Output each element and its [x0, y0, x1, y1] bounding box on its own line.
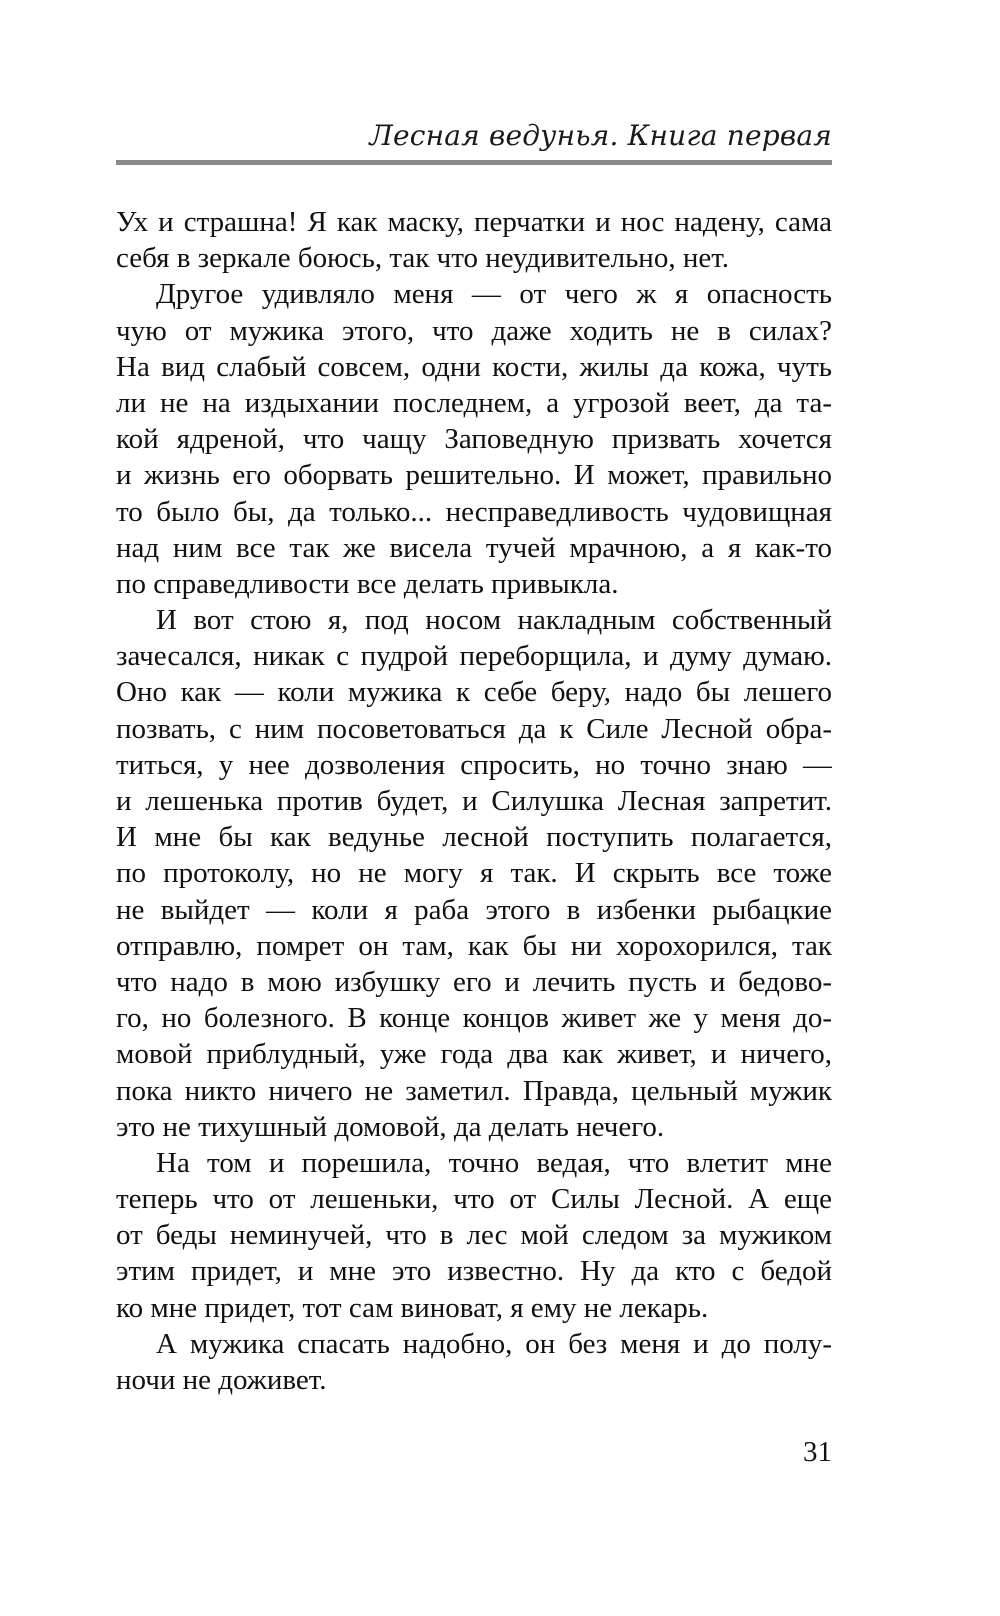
text-line: ко мне придет, тот сам виноват, я ему не лекарь.: [116, 1291, 709, 1324]
running-title: Лесная ведунья. Книга первая: [369, 119, 832, 152]
text-line: по протоколу, но не могу я так. И скрыть все тоже: [116, 857, 832, 890]
text-line: И вот стою я, под носом накладным собственный: [156, 604, 832, 637]
text-line: и лешенька против будет, и Силушка Лесная запретит.: [116, 785, 832, 817]
running-header: [116, 118, 832, 164]
text-line: пока никто ничего не заметил. Правда, цельный мужик: [116, 1074, 832, 1107]
text-line: го, но болезного. В конце концов живет же у меня до-: [116, 1002, 832, 1035]
text-line: ночи не доживет.: [116, 1364, 327, 1396]
body-text: [116, 204, 832, 1398]
text-line: над ним все так же висела тучей мрачною, а я как-то: [116, 531, 832, 564]
text-line: кой ядреной, что чащу Заповедную призвать хочется: [116, 423, 832, 456]
text-line: теперь что от лешеньки, что от Силы Лесной. А еще: [116, 1183, 832, 1216]
text-line: отправлю, помрет он там, как бы ни хорохорился, так: [116, 929, 832, 962]
text-line: Оно как — коли мужика к себе беру, надо бы лешего: [116, 676, 832, 709]
text-line: себя в зеркале боюсь, так что неудивительно, нет.: [116, 242, 729, 275]
header-rule: [116, 160, 832, 165]
text-line: этим придет, и мне это известно. Ну да кто с бедой: [116, 1255, 832, 1288]
text-line: И мне бы как ведунье лесной поступить полагается,: [116, 821, 832, 854]
text-line: позвать, с ним посоветоваться да к Силе Лесной обра-: [116, 712, 832, 745]
text-line: зачесался, никак с пудрой переборщила, и думу думаю.: [116, 640, 832, 673]
text-line: и жизнь его оборвать решительно. И может, правильно: [116, 459, 832, 492]
text-line: На том и порешила, точно ведая, что влетит мне: [156, 1146, 832, 1179]
text-line: от беды неминучей, что в лес мой следом за мужиком: [116, 1219, 832, 1252]
text-line: не выйдет — коли я раба этого в избенки рыбацкие: [116, 893, 832, 926]
text-line: Ух и страшна! Я как маску, перчатки и нос надену, сама: [116, 206, 832, 238]
text-line: На вид слабый совсем, одни кости, жилы да кожа, чуть: [116, 350, 832, 383]
text-line: титься, у нее дозволения спросить, но точно знаю —: [116, 748, 832, 781]
text-line: то было бы, да только... несправедливость чудовищная: [116, 495, 832, 528]
text-line: А мужика спасать надобно, он без меня и до полу-: [156, 1327, 832, 1360]
text-line: по справедливости все делать привыкла.: [116, 567, 619, 600]
text-line: чую от мужика этого, что даже ходить не в силах?: [116, 314, 832, 347]
text-line: это не тихушный домовой, да делать нечего.: [116, 1110, 665, 1143]
page-number: 31: [803, 1436, 832, 1468]
text-line: что надо в мою избушку его и лечить пусть и бедово-: [116, 965, 832, 998]
text-line: Другое удивляло меня — от чего ж я опасность: [156, 278, 832, 311]
text-line: ли не на издыхании последнем, а угрозой веет, да та-: [116, 386, 832, 419]
text-line: мовой приблудный, уже года два как живет, и ничего,: [116, 1038, 832, 1071]
